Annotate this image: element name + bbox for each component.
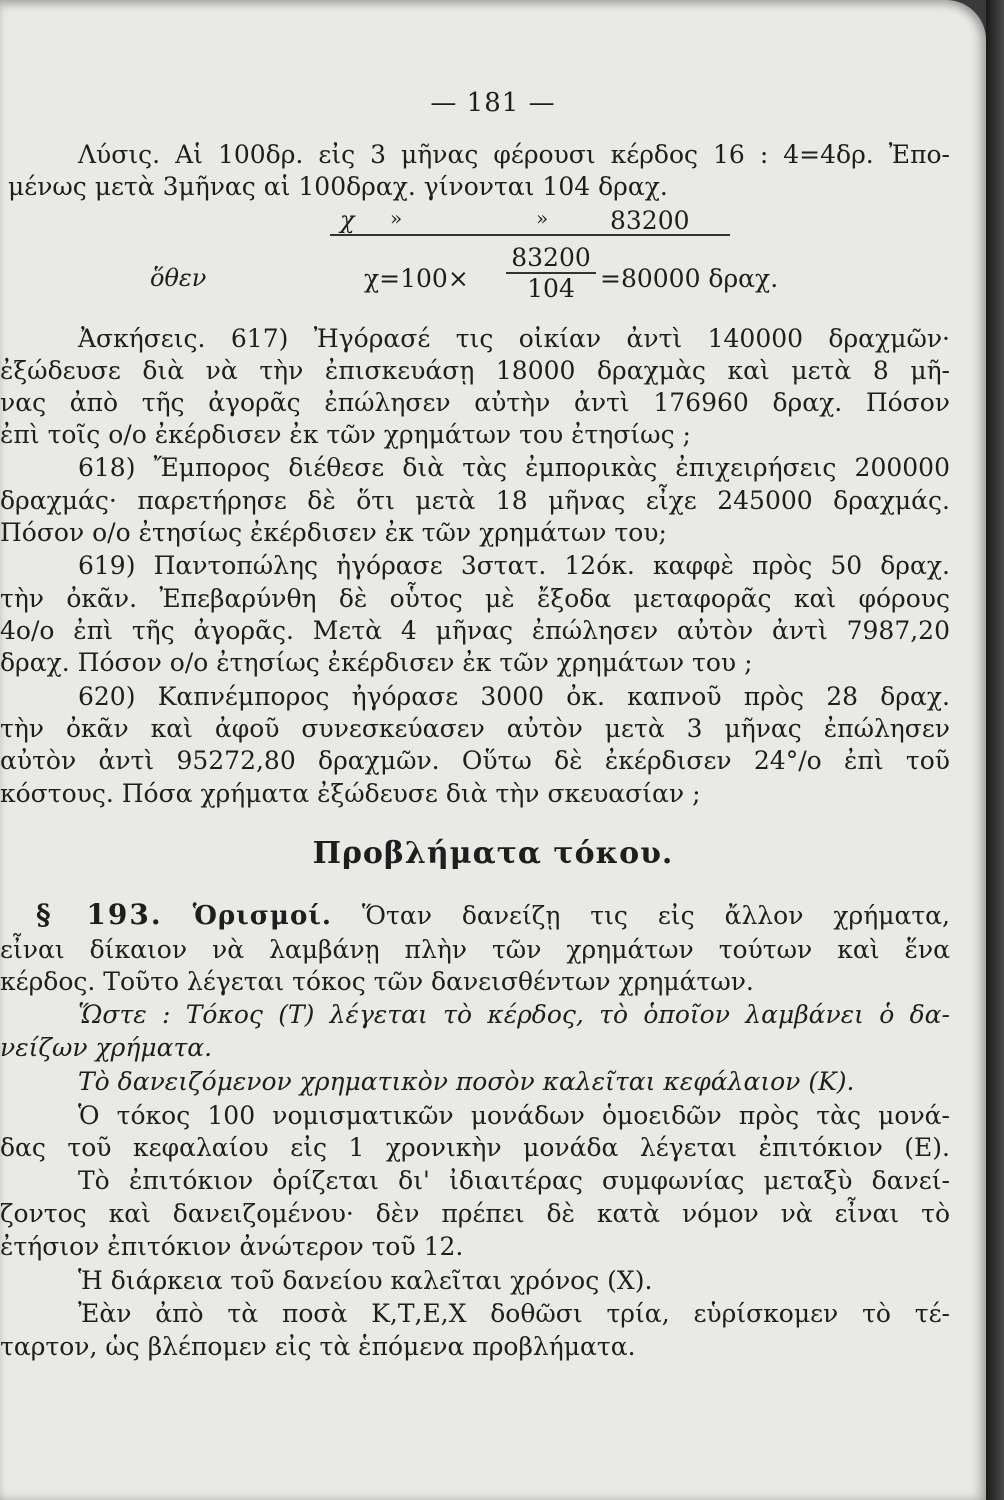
section-heading: Προβλήματα τόκου. xyxy=(312,836,674,871)
solution-line-1: Λύσις. Αἱ 100δρ. εἰς 3 μῆνας φέρουσι κέρδος 16 : 4=4δρ. Ἐπο- xyxy=(78,140,950,169)
from-word: ὅθεν xyxy=(150,264,207,292)
section-number: § 193. xyxy=(36,898,163,931)
exercise-line: 619) Παντοπώλης ἠγόρασε 3στατ. 12όκ. καφφὲ πρὸς 50 δραχ. xyxy=(78,551,950,580)
section-line: Ἐὰν ἀπὸ τὰ ποσὰ Κ,Τ,Ε,Χ δοθῶσι τρία, εὑρίσκομεν τὸ τέ- xyxy=(78,1299,950,1328)
section-line-1 xyxy=(0,900,950,931)
formula-result: =80000 δραχ. xyxy=(600,264,779,293)
section-title: Ὁρισμοί. xyxy=(192,901,332,931)
exercise-line: Ἀσκήσεις. 617) Ἠγόρασέ τις οἰκίαν ἀντὶ 140000 δραχμῶν· xyxy=(78,324,950,353)
formula-fraction xyxy=(506,244,596,304)
formula-numerator: 83200 xyxy=(506,244,596,274)
exercise-line: 4ο/ο ἐπὶ τῆς ἀγορᾶς. Μετὰ 4 μῆνας ἐπώλησεν αὐτὸν ἀντὶ 7987,20 xyxy=(0,616,950,645)
proportion-value: 83200 xyxy=(610,206,690,235)
section-line: ἐτήσιον ἐπιτόκιον ἀνώτερον τοῦ 12. xyxy=(0,1232,464,1261)
exercise-line: νας ἀπὸ τῆς ἀγορᾶς ἐπώλησεν αὐτὴν ἀντὶ 176960 δραχ. Πόσον xyxy=(0,388,950,417)
page-number: — 181 — xyxy=(430,88,556,118)
book-edge xyxy=(986,0,1004,1500)
section-line: Τὸ ἐπιτόκιον ὁρίζεται δι' ἰδιαιτέρας συμφωνίας μεταξὺ δανεί- xyxy=(78,1166,950,1195)
exercise-line: αὐτὸν ἀντὶ 95272,80 δραχμῶν. Οὕτω δὲ ἐκέρδισεν 24°/ο ἐπὶ τοῦ xyxy=(0,746,950,775)
definition-line: Ὥστε : Τόκος (Τ) λέγεται τὸ κέρδος, τὸ ὁποῖον λαμβάνει ὁ δα- xyxy=(78,1000,950,1029)
proportion-x: χ xyxy=(340,206,355,234)
exercise-line: ἐξώδευσε διὰ νὰ τὴν ἐπισκευάσῃ 18000 δραχμὰς καὶ μετὰ 8 μῆ- xyxy=(0,356,950,385)
section-line: εἶναι δίκαιον νὰ λαμβάνῃ πλὴν τῶν χρημάτων τούτων καὶ ἕνα xyxy=(0,935,950,964)
exercise-line: κόστους. Πόσα χρήματα ἐξώδευσε διὰ τὴν σκευασίαν ; xyxy=(0,779,701,808)
definition-line: Τὸ δανειζόμενον χρηματικὸν ποσὸν καλεῖται κεφάλαιον (Κ). xyxy=(78,1067,855,1096)
exercise-line: τὴν ὀκᾶν. Ἐπεβαρύνθη δὲ οὗτος μὲ ἔξοδα μεταφορᾶς καὶ φόρους xyxy=(0,584,950,613)
exercise-line: 620) Καπνέμπορος ἠγόρασε 3000 ὀκ. καπνοῦ πρὸς 28 δραχ. xyxy=(78,682,950,711)
proportion-rule xyxy=(330,234,730,236)
section-line: δας τοῦ κεφαλαίου εἰς 1 χρονικὴν μονάδα λέγεται ἐπιτόκιον (Ε). xyxy=(0,1133,950,1162)
section-line: Ὁ τόκος 100 νομισματικῶν μονάδων ὁμοειδῶν πρὸς τὰς μονά- xyxy=(78,1101,950,1130)
proportion-ditto-1: » xyxy=(390,206,403,230)
exercise-line: Πόσον ο/ο ἐτησίως ἐκέρδισεν ἐκ τῶν χρημάτων του; xyxy=(0,518,667,547)
exercise-line: τὴν ὀκᾶν καὶ ἀφοῦ συνεσκεύασεν αὐτὸν μετὰ 3 μῆνας ἐπώλησεν xyxy=(0,714,950,743)
exercise-line: 618) Ἔμπορος διέθεσε διὰ τὰς ἐμπορικὰς ἐπιχειρήσεις 200000 xyxy=(78,453,950,482)
exercise-line: ἐπὶ τοῖς ο/ο ἐκέρδισεν ἐκ τῶν χρημάτων του ἐτησίως ; xyxy=(0,420,691,449)
proportion-ditto-2: » xyxy=(536,206,549,230)
solution-line-2: μένως μετὰ 3μῆνας αἱ 100δραχ. γίνονται 104 δραχ. xyxy=(8,172,668,201)
formula-lhs: χ=100× xyxy=(364,264,469,293)
section-line: ταρτον, ὡς βλέπομεν εἰς τὰ ἑπόμενα προβλήματα. xyxy=(0,1332,636,1361)
section-line: κέρδος. Τοῦτο λέγεται τόκος τῶν δανεισθέντων χρημάτων. xyxy=(0,967,754,996)
exercise-line: δραχ. Πόσον ο/ο ἐτησίως ἐκέρδισεν ἐκ τῶν χρημάτων του ; xyxy=(0,648,753,677)
exercise-line: δραχμάς· παρετήρησε δὲ ὅτι μετὰ 18 μῆνας εἶχε 245000 δραχμάς. xyxy=(0,486,950,515)
formula-denominator: 104 xyxy=(527,274,575,303)
section-line: ζοντος καὶ δανειζομένου· δὲν πρέπει δὲ κατὰ νόμον νὰ εἶναι τὸ xyxy=(0,1199,950,1228)
definition-line: νείζων χρήματα. xyxy=(0,1033,213,1062)
section-line-1-text: Ὅταν δανείζῃ τις εἰς ἄλλον χρήματα, xyxy=(361,901,950,930)
section-line: Ἡ διάρκεια τοῦ δανείου καλεῖται χρόνος (Χ). xyxy=(78,1266,653,1295)
